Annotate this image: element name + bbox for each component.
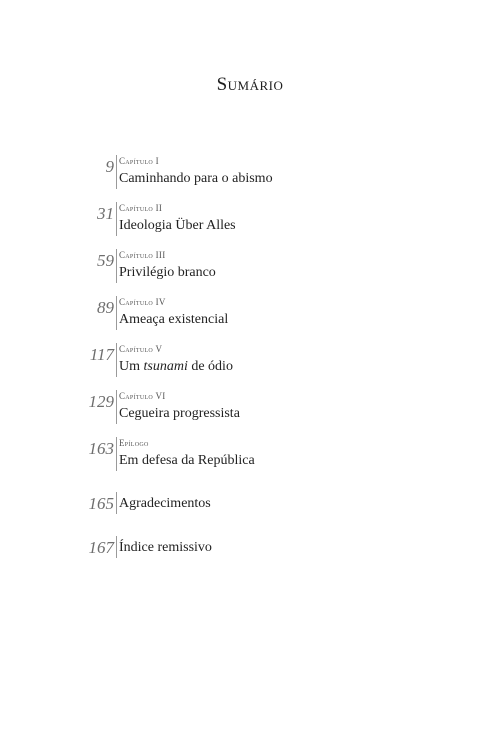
page-number: 129 — [88, 392, 114, 411]
chapter-title: Ideologia Über Alles — [119, 218, 236, 233]
chapter-label: Capítulo V — [119, 344, 163, 354]
page-number: 167 — [88, 538, 114, 557]
toc-entry — [0, 155, 500, 195]
page-title: Sumário — [216, 74, 284, 95]
toc-entry — [0, 390, 500, 430]
chapter-title: Em defesa da República — [119, 453, 255, 468]
toc-entry — [0, 492, 500, 532]
chapter-title-part: Um — [119, 359, 144, 374]
divider — [116, 155, 117, 189]
page-number: 89 — [97, 298, 114, 317]
toc-entry — [0, 343, 500, 383]
chapter-label: Capítulo II — [119, 203, 163, 213]
page-number: 31 — [97, 204, 114, 223]
divider — [116, 249, 117, 283]
divider — [116, 492, 117, 514]
toc-entry — [0, 202, 500, 242]
chapter-label: Capítulo III — [119, 250, 166, 260]
divider — [116, 390, 117, 424]
divider — [116, 202, 117, 236]
chapter-title — [119, 360, 233, 374]
divider — [116, 296, 117, 330]
chapter-title: Privilégio branco — [119, 265, 216, 280]
chapter-label: Capítulo VI — [119, 391, 166, 401]
page-number: 117 — [89, 345, 114, 364]
toc-entry — [0, 437, 500, 477]
page-number: 165 — [88, 494, 114, 513]
toc-entry — [0, 296, 500, 336]
chapter-title: Índice remissivo — [119, 540, 212, 555]
divider — [116, 437, 117, 471]
chapter-label: Capítulo I — [119, 156, 159, 166]
chapter-label: Capítulo IV — [119, 297, 166, 307]
chapter-title-part: de ódio — [187, 359, 233, 374]
page-number: 9 — [105, 157, 114, 176]
chapter-title: Cegueira progressista — [119, 406, 240, 421]
chapter-title-emphasis: tsunami — [143, 359, 188, 374]
toc-entry — [0, 536, 500, 576]
page-number: 163 — [88, 439, 114, 458]
chapter-title: Caminhando para o abismo — [119, 171, 273, 186]
toc-entry — [0, 249, 500, 289]
chapter-title: Ameaça existencial — [119, 312, 229, 327]
divider — [116, 536, 117, 558]
chapter-title: Agradecimentos — [119, 496, 211, 511]
divider — [116, 343, 117, 377]
chapter-label: Epílogo — [119, 438, 149, 448]
page-number: 59 — [97, 251, 114, 270]
